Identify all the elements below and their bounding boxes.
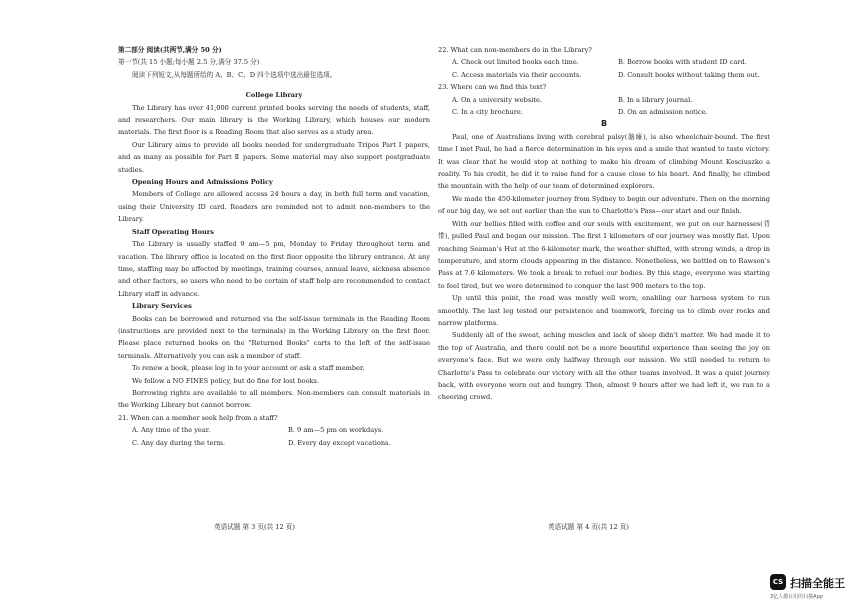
paragraph: Borrowing rights are available to all members. Non-members can consult materials in the Working Library but cannot borrow. <box>118 388 430 410</box>
option-d: D. On an admission notice. <box>618 108 708 117</box>
camscanner-logo-icon: CS <box>770 574 786 590</box>
right-column <box>438 44 770 404</box>
page-footer-right: 英语试题 第 4 页(共 12 页) <box>548 523 629 531</box>
option-c: C. Any day during the term. <box>132 438 226 447</box>
subsection-title: 第一节(共 15 小题;每小题 2.5 分,满分 37.5 分) <box>118 58 260 67</box>
passage-title: College Library <box>245 91 303 100</box>
watermark-subtitle: 3亿人都在用的扫描App <box>770 594 823 600</box>
paragraph: Our Library aims to provide all books needed for undergraduate Tripos Part Ⅰ papers, and as many as possible for Part Ⅱ papers. Some material may also support postgraduate studies. <box>118 140 430 174</box>
question-22: 22. What can non-members do in the Library? <box>438 46 592 54</box>
question-23-options-row2 <box>438 106 770 118</box>
paragraph: We made the 450-kilometer journey from Sydney to begin our adventure. Then on the morning of our big day, we set out earlier than the sun to Charlotte's Pass—our start and our finish. <box>438 194 770 216</box>
paragraph: The Library is usually staffed 9 am—5 pm, Monday to Friday throughout term and vacation. The library office is located on the first floor opposite the library entrance. At any time, staffing may be affected by meetings, training courses, annual leave, sickness absence and other factors, so users who need to be certain of staff help are recommended to contact Library staff in advance. <box>118 240 430 298</box>
paragraph: With our bellies filled with coffee and our souls with excitement, we put on our harnesses(背带), pulled Paul and began our mission. The first 1 kilometers of our journey was mostly flat. Upon reaching Seaman's Hut at the 6-kilometer mark, the weather shifted, with strong winds, a drop in temperature, and storm clouds appearing in the distance. Nonetheless, we battled on to Rawson's Pass at 7.6 kilometers. We took a break to refuel our bodies. By this stage, everyone was starting to feel tired, but we were determined to conquer the last 900 meters to the top. <box>438 219 770 290</box>
section-title: 第二部分 阅读(共两节,满分 50 分) <box>118 46 222 54</box>
option-b: B. Borrow books with student ID card. <box>618 58 747 67</box>
paragraph: Members of College are allowed access 24 hours a day, in both full term and vacation, using their University ID card. Readers are reminded not to admit non-members to the Library. <box>118 190 430 224</box>
scanner-watermark <box>770 574 850 604</box>
page-footer-left: 英语试题 第 3 页(共 12 页) <box>214 523 295 531</box>
heading-services: Library Services <box>132 302 192 311</box>
section-b-label: B <box>600 119 608 129</box>
option-b: B. 9 am—5 pm on workdays. <box>288 426 384 435</box>
paragraph: Paul, one of Australians living with cerebral palsy(脑瘫), is also wheelchair-bound. The first time I met Paul, he had a fierce determination in his eyes and a smile that wanted to taste victory. It was clear that he would stop at nothing to make his dream of climbing Mount Kosciuszko a reality. To his credit, he did it to raise fund for a cause close to his heart. And finally, he climbed the mountain with the help of our team of determined explorers. <box>438 132 770 191</box>
paragraph: The Library has over 41,000 current printed books serving the needs of students, staff, and researchers. Our main library is the Working Library, which houses our modern materials. The first floor is a Reading Room that also serves as a study area. <box>118 103 430 137</box>
question-21: 21. When can a member seek help from a staff? <box>118 413 278 422</box>
option-a: A. On a university website. <box>452 95 542 104</box>
paragraph: Up until this point, the road was mostly well worn, enabling our harness system to run smoothly. The last leg tested our persistence and teamwork, forcing us to climb over rocks and narrow platforms. <box>438 294 770 327</box>
heading-staff-hours: Staff Operating Hours <box>132 227 214 236</box>
paragraph: Suddenly all of the sweat, aching muscles and lack of sleep didn't matter. We had made it to the top of Australia, and there could not be a more beautiful experience than seeing the joy on everyone's face. But we were only halfway through our mission. We still needed to return to Charlotte's Pass to celebrate our victory with all the other teams involved. It was a quiet journey back, with everyone worn out and hungry. Then, almost 9 hours after we had left it, we ran to a cheering crowd. <box>438 331 770 402</box>
question-21-options-row2 <box>118 437 430 449</box>
paragraph: To renew a book, please log in to your account or ask a staff member. <box>132 364 365 373</box>
option-b: B. In a library journal. <box>618 95 693 104</box>
watermark-name: 扫描全能王 <box>790 577 845 590</box>
option-a: A. Check out limited books each time. <box>452 58 579 67</box>
heading-admissions: Opening Hours and Admissions Policy <box>132 178 273 187</box>
question-22-options-row1 <box>438 56 770 68</box>
paragraph: Books can be borrowed and returned via the self-issue terminals in the Reading Room (instructions are provided next to the terminals) in the Working Library on the first floor. Please place returned books on the "Returned Books" carts to the left of the self-issue terminals. Alternatively you can ask a member of staff. <box>118 314 430 360</box>
question-23: 23. Where can we find this text? <box>438 83 547 92</box>
option-a: A. Any time of the year. <box>132 426 211 435</box>
question-23-options-row1 <box>438 94 770 106</box>
question-22-options-row2 <box>438 69 770 81</box>
question-21-options-row1 <box>118 424 430 436</box>
option-c: C. Access materials via their accounts. <box>452 70 582 79</box>
instruction: 阅读下列短文,从每题所给的 A、B、C、D 四个选项中选出最佳选项。 <box>132 70 337 79</box>
option-d: D. Every day except vacations. <box>288 438 391 447</box>
left-column <box>118 44 430 449</box>
option-c: C. In a city brochure. <box>452 108 523 117</box>
option-d: D. Consult books without taking them out. <box>618 70 760 79</box>
paragraph: We follow a NO FINES policy, but do fine for lost books. <box>132 376 320 385</box>
